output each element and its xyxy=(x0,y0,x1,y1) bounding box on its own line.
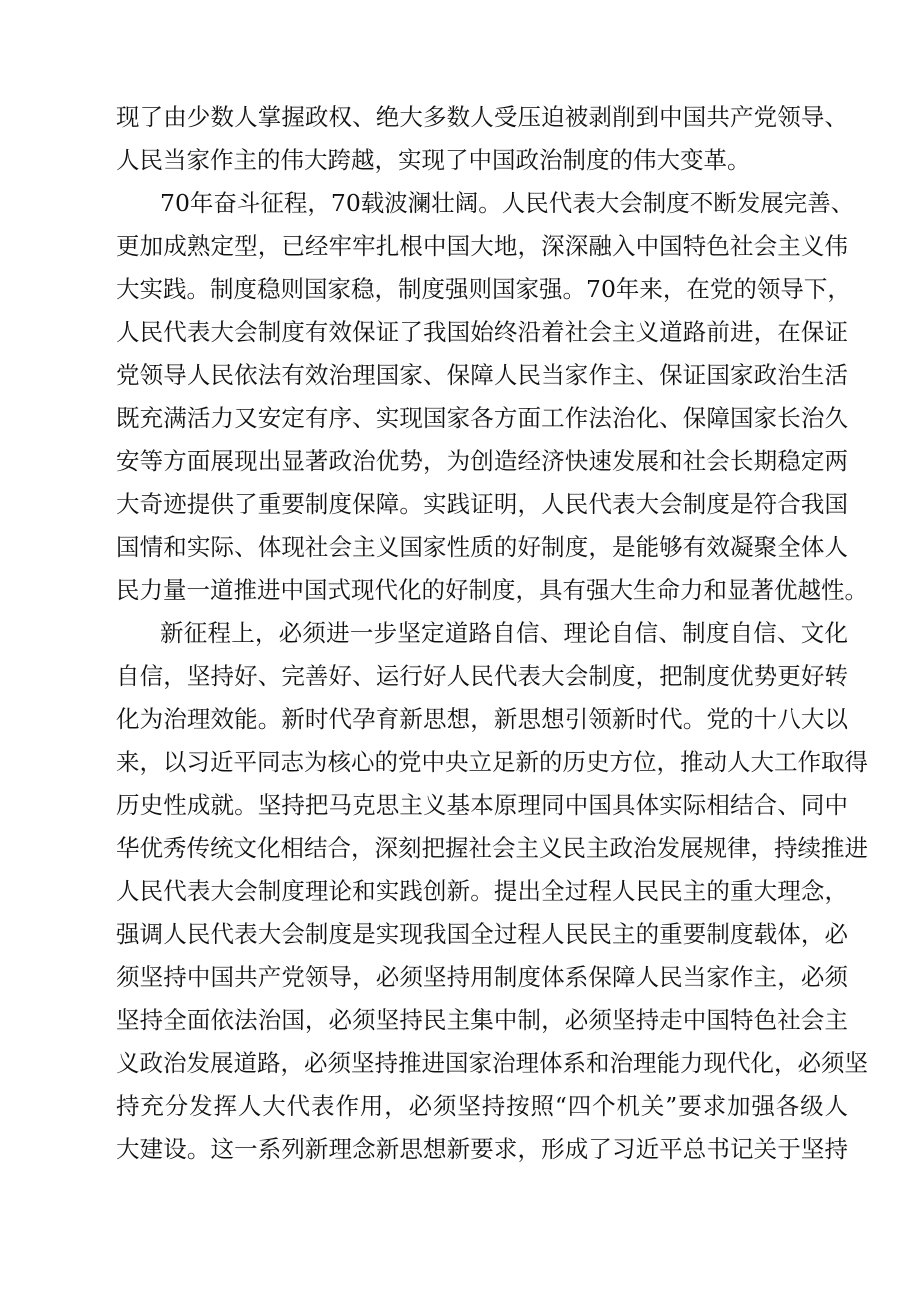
text-line: 自信，坚持好、完善好、运行好人民代表大会制度，把制度优势更好转 xyxy=(116,662,848,690)
text-line: 义政治发展道路，必须坚持推进国家治理体系和治理能力现代化，必须坚 xyxy=(116,1049,868,1077)
text-line: 华优秀传统文化相结合，深刻把握社会主义民主政治发展规律，持续推进 xyxy=(116,834,868,862)
text-line: 国情和实际、体现社会主义国家性质的好制度，是能够有效凝聚全体人 xyxy=(116,533,848,561)
text-line: 安等方面展现出显著政治优势，为创造经济快速发展和社会长期稳定两 xyxy=(116,447,848,475)
text-line: 既充满活力又安定有序、实现国家各方面工作法治化、保障国家长治久 xyxy=(116,404,848,432)
document-body xyxy=(116,96,868,1171)
text-line: 现了由少数人掌握政权、绝大多数人受压迫被剥削到中国共产党领导、 xyxy=(116,103,848,131)
text-line: 党领导人民依法有效治理国家、保障人民当家作主、保证国家政治生活 xyxy=(116,361,848,389)
text-line: 70年奋斗征程，70载波澜壮阔。人民代表大会制度不断发展完善、 xyxy=(160,189,855,217)
text-line: 来，以习近平同志为核心的党中央立足新的历史方位，推动人大工作取得 xyxy=(116,748,868,776)
text-line: 持充分发挥人大代表作用，必须坚持按照“四个机关”要求加强各级人 xyxy=(116,1092,848,1120)
text-line: 坚持全面依法治国，必须坚持民主集中制，必须坚持走中国特色社会主 xyxy=(116,1006,848,1034)
text-line: 新征程上，必须进一步坚定道路自信、理论自信、制度自信、文化 xyxy=(160,619,848,647)
text-line: 须坚持中国共产党领导，必须坚持用制度体系保障人民当家作主，必须 xyxy=(116,963,848,991)
text-line: 民力量一道推进中国式现代化的好制度，具有强大生命力和显著优越性。 xyxy=(116,576,868,604)
text-line: 更加成熟定型，已经牢牢扎根中国大地，深深融入中国特色社会主义伟 xyxy=(116,232,848,260)
text-line: 大奇迹提供了重要制度保障。实践证明，人民代表大会制度是符合我国 xyxy=(116,490,848,518)
text-line: 人民代表大会制度有效保证了我国始终沿着社会主义道路前进，在保证 xyxy=(116,318,848,346)
text-line: 强调人民代表大会制度是实现我国全过程人民民主的重要制度载体，必 xyxy=(116,920,848,948)
text-line: 大实践。制度稳则国家稳，制度强则国家强。70年来，在党的领导下， xyxy=(116,275,851,303)
text-line: 人民当家作主的伟大跨越，实现了中国政治制度的伟大变革。 xyxy=(116,146,751,174)
text-line: 人民代表大会制度理论和实践创新。提出全过程人民民主的重大理念， xyxy=(116,877,848,905)
text-line: 大建设。这一系列新理念新思想新要求，形成了习近平总书记关于坚持 xyxy=(116,1135,848,1163)
text-line: 化为治理效能。新时代孕育新思想，新思想引领新时代。党的十八大以 xyxy=(116,705,848,733)
text-line: 历史性成就。坚持把马克思主义基本原理同中国具体实际相结合、同中 xyxy=(116,791,848,819)
